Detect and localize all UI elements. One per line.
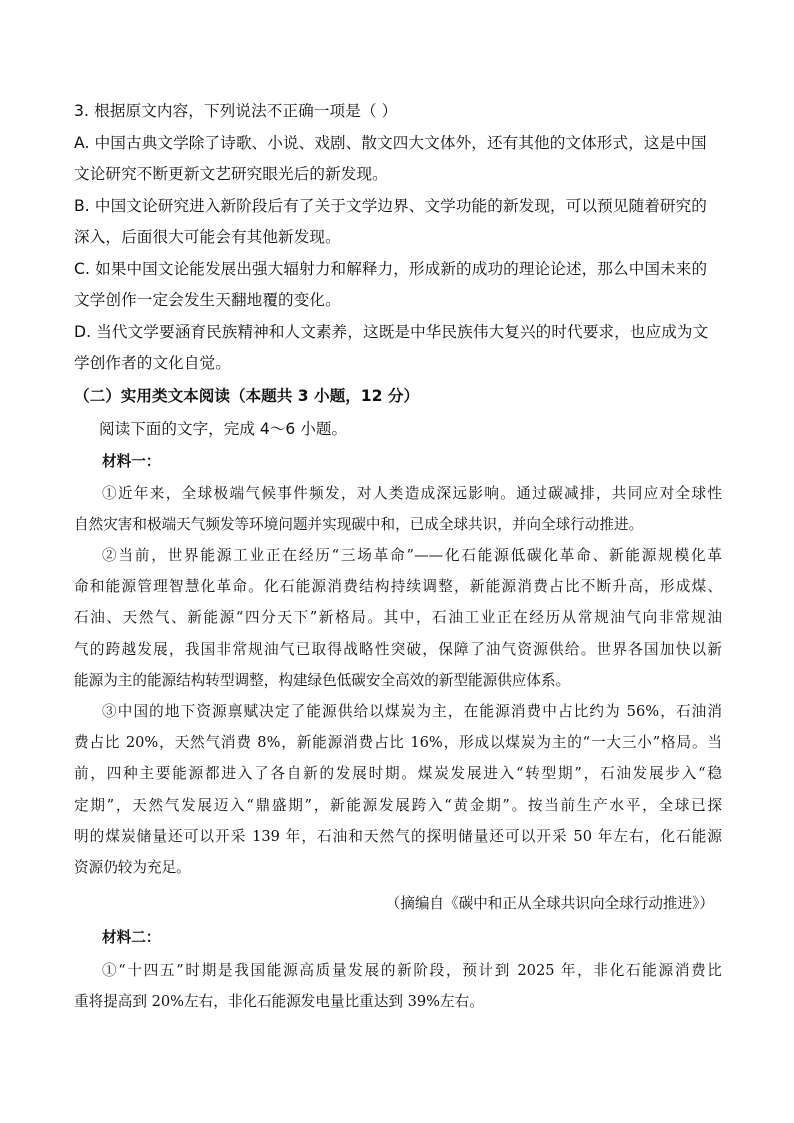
- section-2-title: （二）实用类文本阅读（本题共 3 小题，12 分）: [74, 387, 420, 405]
- option-b-line-1: B. 中国文论研究进入新阶段后有了关于文学边界、文学功能的新发现，可以预见随着研究的: [74, 197, 707, 215]
- material-1-para-1-line-2: 自然灾害和极端天气频发等环境问题并实现碳中和，已成全球共识，并向全球行动推进。: [74, 516, 644, 533]
- option-a-line-2: 文论研究不断更新文艺研究眼光后的新发现。: [74, 165, 388, 183]
- option-d-line-1: D. 当代文学要涵育民族精神和人文素养，这既是中华民族伟大复兴的时代要求，也应成为文: [74, 323, 709, 341]
- question-3-stem: 3. 根据原文内容，下列说法不正确一项是（ ）: [74, 102, 398, 120]
- option-c-line-2: 文学创作一定会发生天翻地覆的变化。: [74, 291, 341, 309]
- option-d-line-2: 学创作者的文化自觉。: [74, 354, 231, 372]
- section-2-instruction: 阅读下面的文字，完成 4～6 小题。: [99, 420, 348, 438]
- material-1-para-3-line-6: 资源仍较为充足。: [74, 859, 191, 876]
- material-1-para-2-line-5: 能源为主的能源结构转型调整，构建绿色低碳安全高效的新型能源供应体系。: [74, 672, 571, 689]
- material-1-para-3-line-3: 前，四种主要能源都进入了各自新的发展时期。煤炭发展进入“转型期”，石油发展步入“稳: [74, 765, 722, 782]
- material-1-para-3-line-2: 费占比 20%，天然气消费 8%，新能源消费占比 16%，形成以煤炭为主的“一大三小”格局。当: [74, 734, 722, 751]
- material-1-source: （摘编自《碳中和正从全球共识向全球行动推进》）: [385, 895, 714, 912]
- option-c-line-1: C. 如果中国文论能发展出强大辐射力和解释力，形成新的成功的理论论述，那么中国未来的: [74, 260, 708, 278]
- option-b-line-2: 深入，后面很大可能会有其他新发现。: [74, 228, 341, 246]
- material-1-para-3-line-1: ③中国的地下资源禀赋决定了能源供给以煤炭为主，在能源消费中占比约为 56%，石油消: [102, 703, 722, 720]
- material-2-para-1-line-2: 重将提高到 20%左右，非化石能源发电量比重达到 39%左右。: [74, 993, 484, 1010]
- material-1-para-2-line-4: 气的跨越发展，我国非常规油气已取得战略性突破，保障了油气资源供给。世界各国加快以新: [74, 641, 722, 658]
- option-a-line-1: A. 中国古典文学除了诗歌、小说、戏剧、散文四大文体外，还有其他的文体形式，这是中国: [74, 134, 707, 152]
- material-1-para-1-line-1: ①近年来，全球极端气候事件频发，对人类造成深远影响。通过碳减排，共同应对全球性: [102, 485, 722, 502]
- material-1-para-2-line-2: 命和能源管理智慧化革命。化石能源消费结构持续调整，新能源消费占比不断升高，形成煤、: [74, 578, 722, 595]
- material-2-title: 材料二：: [102, 929, 161, 946]
- material-1-para-3-line-5: 明的煤炭储量还可以开采 139 年，石油和天然气的探明储量还可以开采 50 年左右，化石能源: [74, 828, 722, 845]
- material-2-para-1-line-1: ①“十四五”时期是我国能源高质量发展的新阶段，预计到 2025 年，非化石能源消费比: [102, 962, 722, 979]
- material-1-para-2-line-1: ②当前，世界能源工业正在经历“三场革命”——化石能源低碳化革命、新能源规模化革: [102, 547, 722, 564]
- material-1-para-3-line-4: 定期”，天然气发展迈入“鼎盛期”，新能源发展跨入“黄金期”。按当前生产水平，全球已探: [74, 797, 722, 814]
- material-1-title: 材料一：: [102, 453, 161, 470]
- material-1-para-2-line-3: 石油、天然气、新能源“四分天下”新格局。其中，石油工业正在经历从常规油气向非常规油: [74, 609, 722, 626]
